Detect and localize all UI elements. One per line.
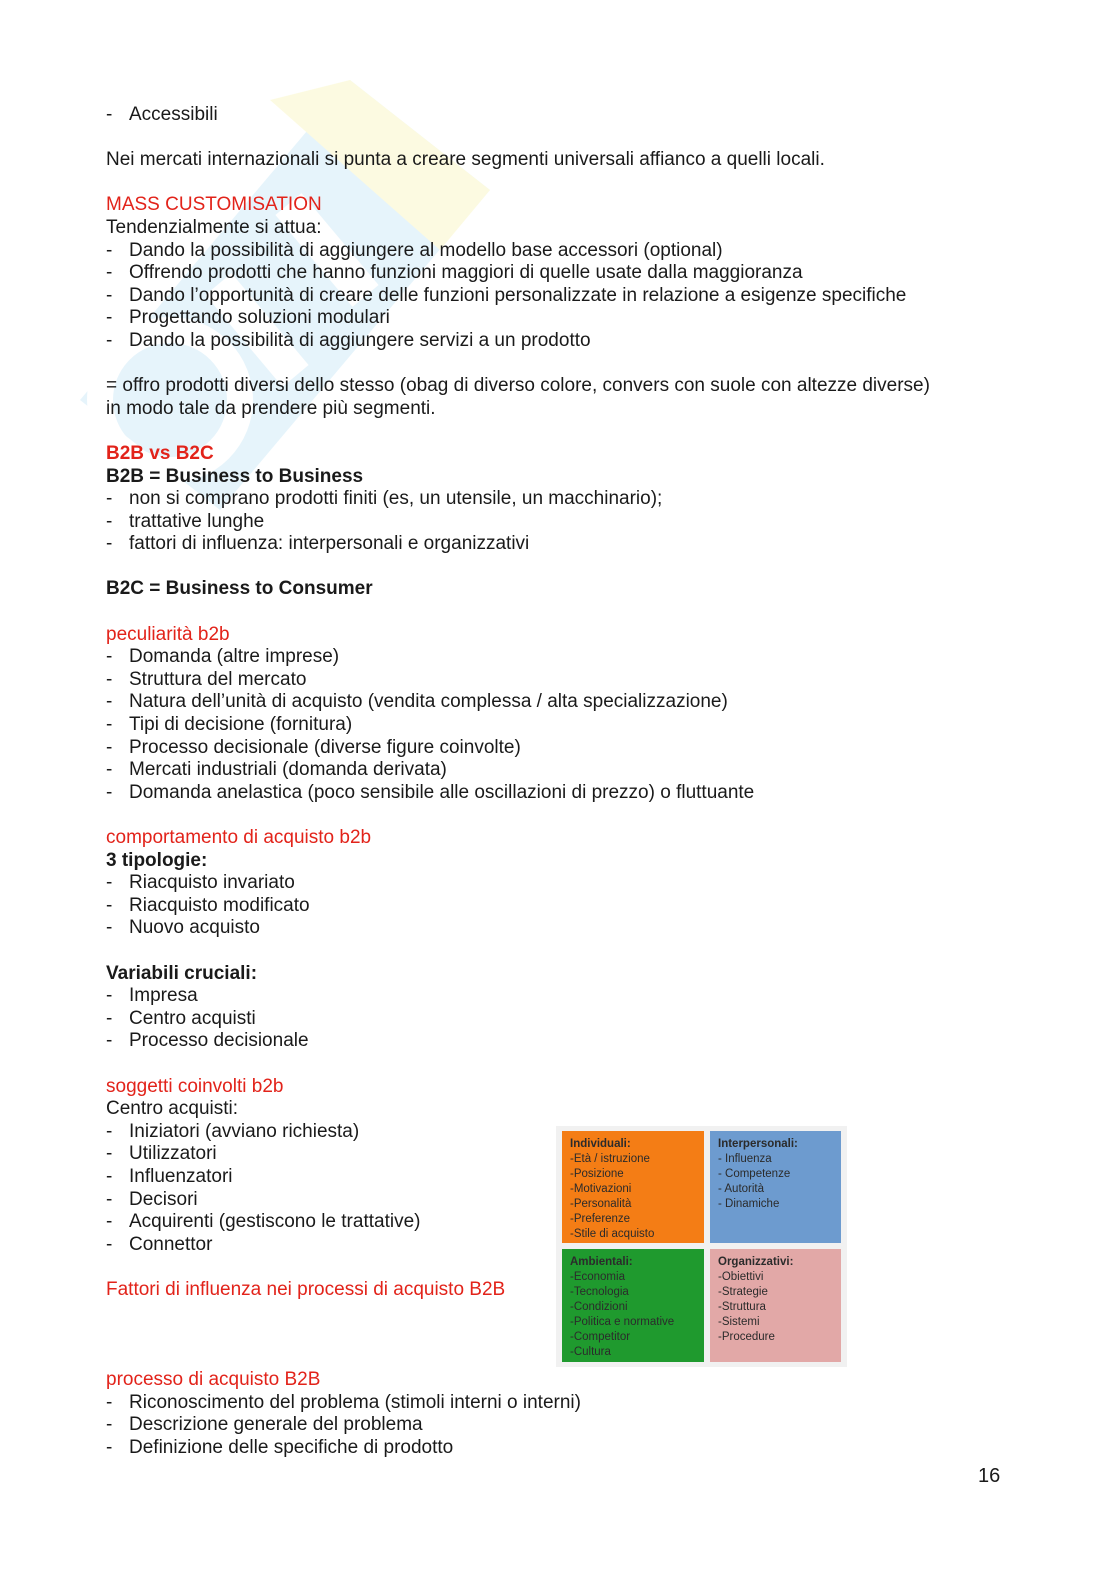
section-heading-peculiarita: peculiarità b2b [106, 623, 230, 645]
list-item: - Offrendo prodotti che hanno funzioni maggiori di quelle usate dalla maggioranza [106, 262, 1026, 285]
cell-item: -Stile di acquisto [570, 1228, 655, 1240]
section-heading-mass-customisation: MASS CUSTOMISATION [106, 194, 322, 216]
list-item: - Domanda (altre imprese) [106, 646, 1026, 669]
matrix-cell-ambientali [562, 1249, 704, 1362]
peculiarita-list [106, 646, 1026, 804]
intro-paragraph: Nei mercati internazionali si punta a creare segmenti universali affianco a quelli locali. [106, 149, 825, 171]
list-item: - Mercati industriali (domanda derivata) [106, 759, 1026, 782]
matrix-cell-individuali [562, 1131, 704, 1243]
section-heading-fattori: Fattori di influenza nei processi di acquisto B2B [106, 1278, 506, 1300]
list-item: - Connettor [106, 1234, 1026, 1257]
cell-item: -Personalità [570, 1198, 632, 1210]
cell-item: -Economia [570, 1271, 625, 1283]
processo-list [106, 1392, 1026, 1460]
cell-item: -Competitor [570, 1331, 631, 1343]
cell-item: -Struttura [718, 1301, 766, 1313]
list-item: - Dando la possibilità di aggiungere servizi a un prodotto [106, 330, 1026, 353]
cell-title: Interpersonali: [718, 1138, 798, 1150]
tipologie-title: 3 tipologie: [106, 849, 208, 871]
mass-customisation-note-line1: = offro prodotti diversi dello stesso (obag di diverso colore, convers con suole con altezze diverse) [106, 375, 930, 397]
list-item: - Natura dell’unità di acquisto (vendita complessa / alta specializzazione) [106, 691, 1026, 714]
cell-item: - Autorità [718, 1183, 765, 1195]
matrix-cell-organizzativi [710, 1249, 841, 1362]
cell-item: -Sistemi [718, 1316, 760, 1328]
variabili-title: Variabili cruciali: [106, 962, 258, 984]
list-item: - fattori di influenza: interpersonali e organizzativi [106, 533, 1026, 556]
cell-item: -Tecnologia [570, 1286, 629, 1298]
list-item: - Impresa [106, 985, 1026, 1008]
intro-list [106, 104, 1026, 127]
mass-customisation-list [106, 240, 1026, 353]
cell-title: Organizzativi: [718, 1256, 794, 1268]
section-heading-processo: processo di acquisto B2B [106, 1369, 321, 1391]
list-item: - Dando l’opportunità di creare delle funzioni personalizzate in relazione a esigenze specifiche [106, 285, 1026, 308]
list-item: - trattative lunghe [106, 511, 1026, 534]
b2b-list [106, 488, 1026, 556]
list-item: - Riacquisto invariato [106, 872, 1026, 895]
section-heading-comportamento: comportamento di acquisto b2b [106, 827, 372, 848]
list-item: - Tipi di decisione (fornitura) [106, 714, 1026, 737]
variabili-list [106, 985, 1026, 1053]
cell-title: Ambientali: [570, 1256, 633, 1268]
cell-item: -Motivazioni [570, 1183, 632, 1195]
page-number: 16 [978, 1465, 1001, 1487]
cell-title: Individuali: [570, 1138, 631, 1150]
list-item: - Utilizzatori [106, 1143, 1026, 1166]
list-item: - Struttura del mercato [106, 669, 1026, 692]
b2c-title: B2C = Business to Consumer [106, 578, 373, 600]
list-item: - Dando la possibilità di aggiungere al modello base accessori (optional) [106, 240, 1026, 263]
list-item: - Iniziatori (avviano richiesta) [106, 1121, 1026, 1144]
list-item: - Domanda anelastica (poco sensibile alle oscillazioni di prezzo) o fluttuante [106, 782, 1026, 805]
cell-item: - Competenze [718, 1168, 791, 1180]
list-item: - Acquirenti (gestiscono le trattative) [106, 1211, 1026, 1234]
cell-item: -Strategie [718, 1286, 768, 1298]
cell-item: -Politica e normative [570, 1316, 675, 1328]
cell-item: -Età / istruzione [570, 1153, 650, 1165]
cell-item: -Obiettivi [718, 1271, 764, 1283]
list-item: - Riconoscimento del problema (stimoli interni o interni) [106, 1392, 1026, 1415]
list-item: - Descrizione generale del problema [106, 1414, 1026, 1437]
list-item: - Progettando soluzioni modulari [106, 307, 1026, 330]
list-item: - Processo decisionale [106, 1030, 1026, 1053]
cell-item: -Preferenze [570, 1213, 631, 1225]
list-item: - Centro acquisti [106, 1008, 1026, 1031]
section-heading-soggetti: soggetti coinvolti b2b [106, 1075, 284, 1097]
section-heading-b2b-vs-b2c: B2B vs B2C [106, 442, 214, 464]
cell-item: - Dinamiche [718, 1198, 780, 1210]
matrix-cell-interpersonali [710, 1131, 841, 1243]
list-item: - Processo decisionale (diverse figure coinvolte) [106, 737, 1026, 760]
mass-customisation-note-line2: in modo tale da prendere più segmenti. [106, 397, 436, 419]
soggetti-lead: Centro acquisti: [106, 1098, 239, 1120]
cell-item: -Cultura [570, 1346, 611, 1358]
mass-customisation-lead: Tendenzialmente si attua: [106, 216, 322, 238]
cell-item: -Procedure [718, 1331, 775, 1343]
list-item: - non si comprano prodotti finiti (es, un utensile, un macchinario); [106, 488, 1026, 511]
list-item: - Nuovo acquisto [106, 917, 1026, 940]
list-item: - Definizione delle specifiche di prodotto [106, 1437, 1026, 1460]
list-item: - Influenzatori [106, 1166, 1026, 1189]
fattori-influenza-matrix [556, 1126, 847, 1367]
list-item: - Riacquisto modificato [106, 895, 1026, 918]
cell-item: -Posizione [570, 1168, 624, 1180]
cell-item: - Influenza [718, 1153, 772, 1165]
b2b-title: B2B = Business to Business [106, 465, 364, 487]
tipologie-list [106, 872, 1026, 940]
list-item: - Decisori [106, 1189, 1026, 1212]
cell-item: -Condizioni [570, 1301, 628, 1313]
list-item: - Accessibili [106, 104, 1026, 127]
